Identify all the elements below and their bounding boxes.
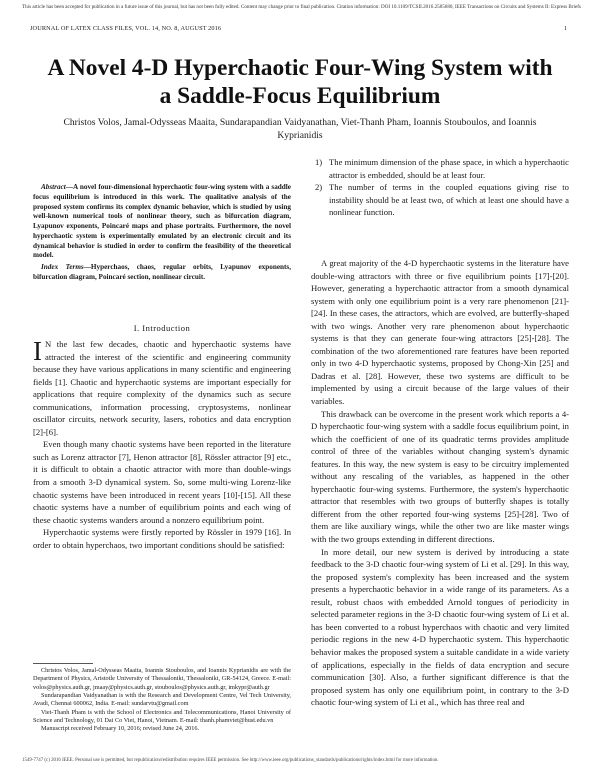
drop-cap: I [33, 336, 42, 366]
hyperchaos-conditions-list [311, 156, 569, 219]
copyright-line: 1549-7747 (c) 2016 IEEE. Personal use is permitted, but republication/redistribution requires IEEE permission. See http://www.ieee.org/publications_standards/publications/rights/index.html for more information. [22, 758, 439, 763]
index-terms [33, 263, 291, 283]
page-number: 1 [563, 25, 567, 32]
footnote-manuscript-dates: Manuscript received February 10, 2016; revised June 24, 2016. [41, 725, 200, 733]
list-item [311, 181, 569, 219]
index-terms-text: —Hyperchaos, chaos, regular orbits, Lyapunov exponents, bifurcation diagram, Poincaré section, nonlinear circuit. [33, 263, 291, 281]
footnotes [33, 667, 291, 734]
author-list: Christos Volos, Jamal-Odysseas Maaita, Sundarapandian Vaidyanathan, Viet-Thanh Pham, Ioannis Stouboulos, and Ioannis Kyprianidis [63, 117, 537, 141]
body-paragraph: In more detail, our new system is derived by introducing a state feedback to the 3-D chaotic four-wing system of Li et al. [29]. In this way, the proposed system's complexity has been increased and the system presents a hyperchaotic behavior in a wide range of its parameters. As a result, robust chaos with embedded Arnold tongues of periodicity in selected parameter regions in the 3-D chaotic four-wing system of Li et al. has been converted to a robust hyperchaos with chaotic and very limited periodic regions in the new 4-D hyperchaotic system. This hyperchaotic behavior makes the proposed system a suitable candidate in a wide variety of applications, especially in the fields of data encryption and secure communication [30]. Also, a further significant difference is that the proposed system has only one equilibrium point, in contrary to the 3-D chaotic four-wing system of Li et al., which has three real and [311, 546, 569, 708]
footnote-affiliation-hust: Viet-Thanh Pham is with the School of Electronics and Telecommunications, Hanoi University of Science and Technology, 01 Dai Co Viet, Hanoi, Vietnam. E-mail: thanh.phamviet@hust.edu.vn [33, 708, 291, 725]
list-item-text: The minimum dimension of the phase space, in which a hyperchaotic attractor is embedded, should be at least four. [329, 157, 569, 180]
list-item-text: The number of terms in the coupled equations giving rise to instability should be at least two, of which at least one should have a nonlinear function. [329, 182, 569, 218]
body-paragraph: A great majority of the 4-D hyperchaotic systems in the literature have double-wing attractors with three or five equilibrium points [17]-[20]. However, generating a hyperchaotic attractor from a smooth dynamical system with only one equilibrium point is a very rare phenomenon [21]-[24]. In these cases, the attractors, which are evolved, are butterfly-shaped with two wings. Another very rare phenomenon about hyperchaotic systems is that they can generate four-wing attractors [25]-[28]. The combination of the two aforementioned rare features have been reported only in two 4-D hyperchaotic systems, proposed by Chong-Xin [25] and Dadras et al. [28]. However, these two systems are difficult to be implemented by using a circuit because of the large values of their variables. [311, 258, 569, 407]
footnote-affiliation-veltech: Sundarapandian Vaidyanathan is with the Research and Development Centre, Vel Tech University, Avadi, Chennai 600062, India. E-mail: sundarvtu@gmail.com [33, 692, 291, 708]
acceptance-notice: This article has been accepted for publication in a future issue of this journal, but has not been fully edited. Content may change prior to final publication. Citation information: DOI 10.1109/TCSII.2016.2585680, IEEE Transactions on Circuits and Systems II: Express Briefs [22, 4, 581, 10]
abstract [33, 183, 291, 261]
paper-title: A Novel 4-D Hyperchaotic Four-Wing System with a Saddle-Focus Equilibrium [47, 55, 553, 109]
right-column-body [311, 257, 569, 709]
intro-paragraph-2: Even though many chaotic systems have been reported in the literature such as Lorenz attractor [7], Henon attractor [8], Rössler attractor [9] etc., it is difficult to obtain a chaotic attractor with more than double-wings from a smooth 3-D dynamical system. So, some multi-wing Lorenz-like chaotic systems have been introduced in recent years [10]-[15]. All these chaotic systems have a number of equilibrium points and each wing of these chaotic systems wanders around a nonzero equilibrium point. [33, 439, 291, 525]
footnote-rule [33, 663, 93, 664]
intro-paragraph-1 [33, 338, 291, 438]
intro-paragraph-1-text: N the last few decades, chaotic and hyperchaotic systems have attracted the interest of the scientific and engineering community because they have various applications in many scientific and engineering fields [1]. Chaotic and hyperchaotic systems are important especially for applications that require complexity of the dynamics such as secure communications, information processing, cryptosystems, nonlinear oscillator circuits, network security, lasers, robotics and data encryption [2]-[6]. [33, 339, 291, 437]
intro-paragraph-3: Hyperchaotic systems were firstly reported by Rössler in 1979 [16]. In order to obtain hyperchaos, two important conditions should be satisfied: [33, 527, 291, 550]
abstract-text: —A novel four-dimensional hyperchaotic four-wing system with a saddle focus equilibrium is introduced in this work. The qualitative analysis of the proposed system confirms its complex dynamic behavior, which is studied by using well-known numerical tools of nonlinear theory, such as bifurcation diagram, Lyapunov exponents, Poincaré maps and phase portraits. Furthermore, the novel hyperchaotic system is experimentally emulated by an electronic circuit and its dynamical behavior is studied in order to confirm the feasibility of the theoretical model. [33, 183, 291, 260]
list-item [311, 156, 569, 181]
index-terms-label: Index Terms [41, 263, 84, 271]
list-item-number: 1) [315, 157, 323, 167]
introduction-body [33, 338, 291, 551]
footnote-affiliation-auth: Christos Volos, Jamal-Odysseas Maaita, Ioannis Stouboulos, and Ioannis Kyprianidis are with the Department of Physics, Aristotle University of Thessaloniki, Thessaloniki, GR-54124, Greece. E-mail: volos@physics.auth.gr, jmaay@physics.auth.gr, stouboulos@physics.auth.gr, imkypr@auth.gr [33, 667, 291, 691]
running-head: JOURNAL OF LATEX CLASS FILES, VOL. 14, NO. 8, AUGUST 2016 [30, 25, 222, 32]
body-paragraph: This drawback can be overcome in the present work which reports a 4-D hyperchaotic four-wing system with a saddle focus equilibrium point, in which the coefficient of one of its quadratic terms provides amplitude control of three of the variables without changing system's dynamic features. In this way, the new system is easy to be circuitry implemented without any rescaling of the variables, as happened in the other hyperchaotic four-wing systems. Furthermore, the system's hyperchaotic attractor that resembles with two groups of butterfly shapes is totally different from the other reported four-wing systems [25]-[28]. Two of them are like auxiliary wings, while the other two are like master wings with the two groups extending in different directions. [311, 408, 569, 545]
list-item-number: 2) [315, 182, 323, 193]
section-heading-introduction: I. Introduction [133, 323, 191, 333]
abstract-label: Abstract [41, 183, 66, 191]
